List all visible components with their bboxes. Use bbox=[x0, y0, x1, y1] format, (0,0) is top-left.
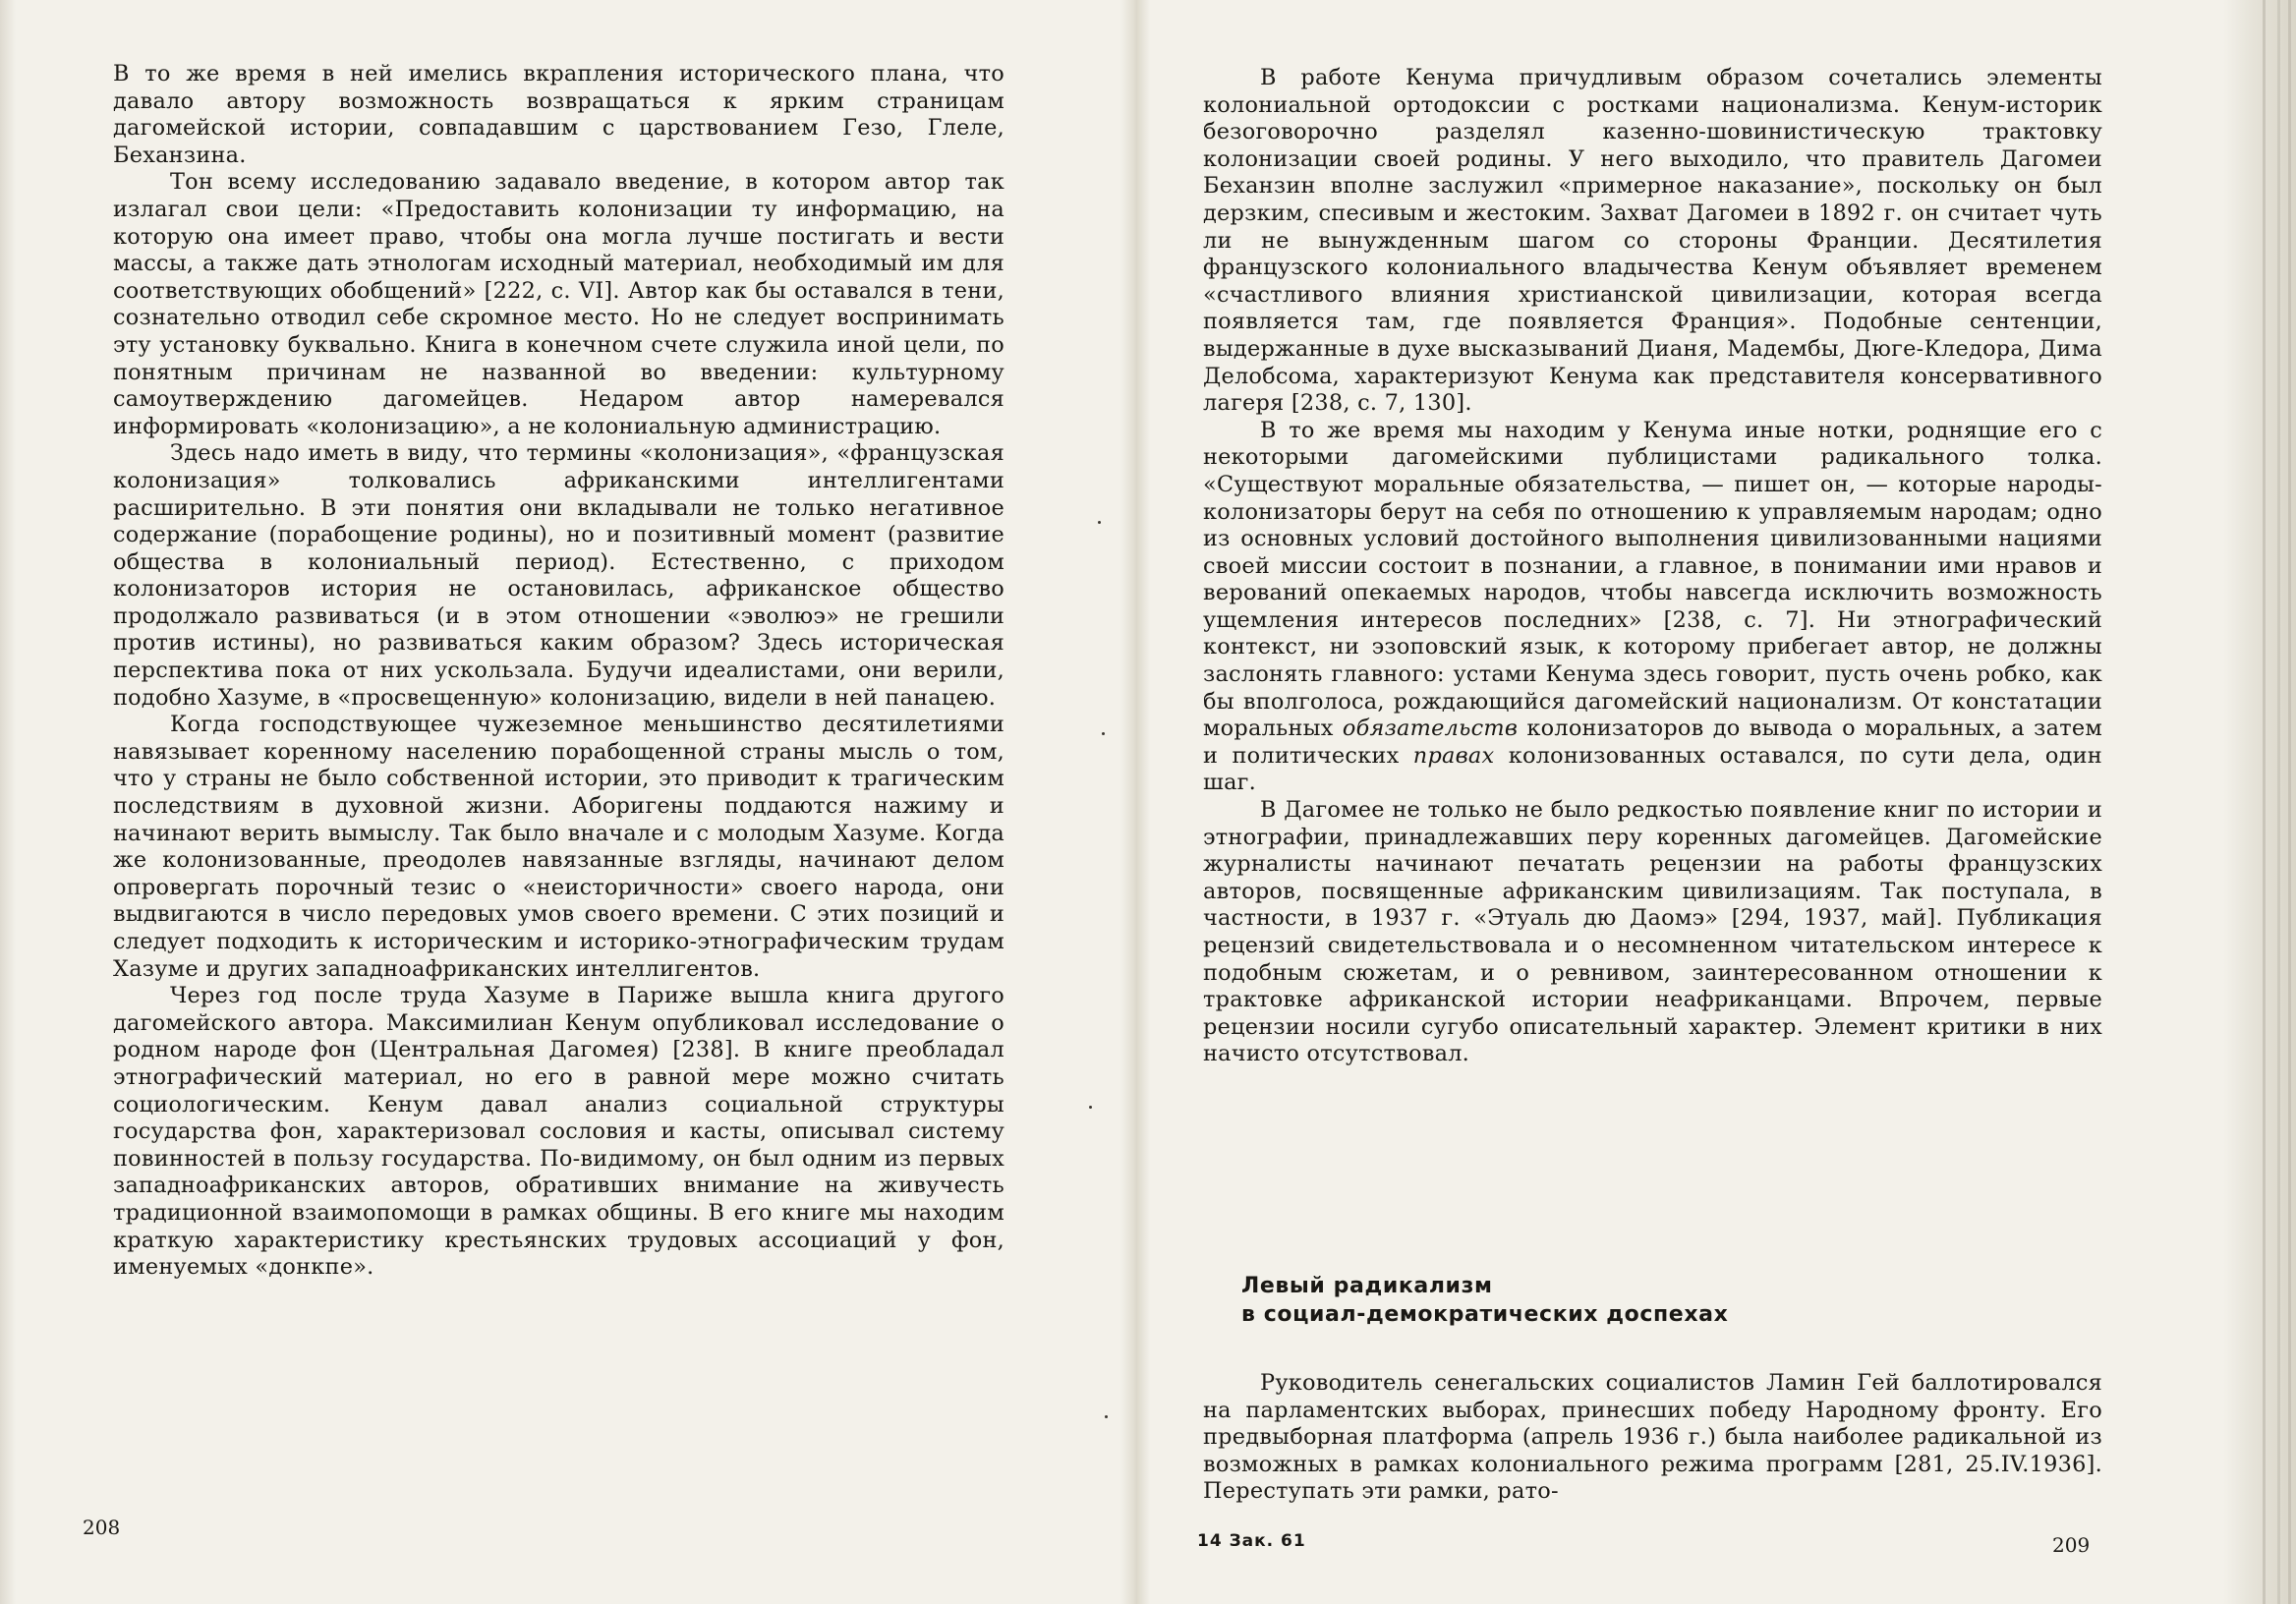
text-run: В то же время мы находим у Кенума иные нотки, роднящие его с некоторыми дагомейскими публицистами радикального толка. «Существуют моральные обязательства, — пишет он, — которые народы-колонизаторы берут на себя по отношению к управляемым народам; одно из основных условий достойного выполнения цивилизованными нациями своей миссии состоит в познании, а главное, в понимании ими нравов и верований опекаемых народов, чтобы навсегда исключить возможность ущемления интересов последних» [238, с. 7]. Ни этнографический контекст, ни эзоповский язык, к которому прибегает автор, не должны заслонять главного: устами Кенума здесь говорит, пусть очень робко, как бы вполголоса, рождающийся дагомейский национализм. От констатации моральных bbox=[1203, 417, 2102, 742]
emphasis: обязательств bbox=[1342, 716, 1519, 742]
heading-line: в социал-демократических доспехах bbox=[1241, 1302, 1729, 1327]
paragraph: В работе Кенума причудливым образом сочетались элементы колониальной ортодоксии с ростками национализма. Кенум-историк безоговорочно разделял казенно-шовинистическую трактовку колонизации своей родины. У него выходило, что правитель Дагомеи Беханзин вполне заслужил «примерное наказание», поскольку он был дерзким, спесивым и жестоким. Захват Дагомеи в 1892 г. он считает чуть ли не вынужденным шагом со стороны Франции. Десятилетия французского колониального владычества Кенум объявляет временем «счастливого влияния христианской цивилизации, которая всегда появляется там, где появляется Франция». Подобные сентенции, выдержанные в духе высказываний Дианя, Мадембы, Дюге-Кледора, Дима Делобсома, характеризуют Кенума как представителя консервативного лагеря [238, с. 7, 130]. bbox=[1203, 65, 2102, 417]
text-run: колонизованных оставался, по сути дела, один шаг. bbox=[1203, 742, 2102, 796]
paragraph: В Дагомее не только не было редкостью появление книг по истории и этнографии, принадлежавших перу коренных дагомейцев. Дагомейские журналисты начинают печатать рецензии на работы французских авторов, посвященные африканским цивилизациям. Так поступала, в частности, в 1937 г. «Этуаль дю Даомэ» [294, 1937, май]. Публикация рецензий свидетельствовала и о несомненном читательском интересе к подобным сюжетам, и о ревнивом, заинтересованном отношении к трактовке африканской истории неафриканцами. Впрочем, первые рецензии носили сугубо описательный характер. Элемент критики в них начисто отсутствовал. bbox=[1203, 797, 2102, 1067]
page-edge-shadow bbox=[0, 0, 16, 1604]
print-speck bbox=[1102, 732, 1105, 735]
paragraph: В то же время в ней имелись вкрапления исторического плана, что давало автору возможность возвращаться к ярким страницам дагомейской истории, совпадавшим с царствованием Гезо, Глеле, Беханзина. bbox=[113, 61, 1004, 168]
paragraph bbox=[1203, 418, 2102, 797]
paragraph: Через год после труда Хазуме в Париже вышла книга другого дагомейского автора. Максимилиан Кенум опубликовал исследование о родном народе фон (Центральная Дагомея) [238]. В книге преобладал этнографический материал, но его в равной мере можно считать социологическим. Кенум давал анализ социальной структуры государства фон, характеризовал сословия и касты, описывал систему повинностей в пользу государства. По-видимому, он был одним из первых западноафриканских авторов, обративших внимание на живучесть традиционной взаимопомощи в рамках общины. В его книге мы находим краткую характеристику крестьянских трудовых ассоциаций у фон, именуемых «донкпе». bbox=[113, 983, 1004, 1281]
right-page-text bbox=[1203, 65, 2102, 1068]
printer-signature: 14 Зак. 61 bbox=[1197, 1531, 1306, 1551]
left-page-text bbox=[113, 61, 1004, 1282]
paragraph: Руководитель сенегальских социалистов Ламин Гей баллотировался на парламентских выборах, принесших победу Народному фронту. Его предвыборная платформа (апрель 1936 г.) была наиболее радикальной из возможных в рамках колониального режима программ [281, 25.IV.1936]. Переступать эти рамки, рато- bbox=[1203, 1370, 2102, 1505]
print-speck bbox=[1105, 1415, 1108, 1418]
left-page bbox=[0, 0, 1135, 1604]
page-number-left: 208 bbox=[83, 1516, 121, 1539]
section-heading bbox=[1241, 1272, 1929, 1329]
section-body bbox=[1203, 1370, 2102, 1506]
paragraph: Тон всему исследованию задавало введение, в котором автор так излагал свои цели: «Предоставить колонизации ту информацию, на которую она имеет право, чтобы она могла лучше постигать и вести массы, а также дать этнологам исходный материал, необходимый им для соответствующих обобщений» [222, с. VI]. Автор как бы оставался в тени, сознательно отводил себе скромное место. Но не следует воспринимать эту установку буквально. Книга в конечном счете служила иной цели, по понятным причинам не названной во введении: культурному самоутверждению дагомейцев. Недаром автор намеревался информировать «колонизацию», а не колониальную администрацию. bbox=[113, 169, 1004, 439]
print-speck bbox=[1098, 521, 1101, 524]
paragraph: Когда господствующее чужеземное меньшинство десятилетиями навязывает коренному населению порабощенной страны мысль о том, что у страны не было собственной истории, это приводит к трагическим последствиям в духовной жизни. Аборигены поддаются нажиму и начинают верить вымыслу. Так было вначале и с молодым Хазуме. Когда же колонизованные, преодолев навязанные взгляды, начинают делом опровергать порочный тезис о «неисторичности» своего народа, они выдвигаются в число передовых умов своего времени. С этих позиций и следует подходить к историческим и историко-этнографическим трудам Хазуме и других западноафриканских интеллигентов. bbox=[113, 712, 1004, 982]
heading-line: Левый радикализм bbox=[1241, 1274, 1493, 1298]
paragraph: Здесь надо иметь в виду, что термины «колонизация», «французская колонизация» толковались африканскими интеллигентами расширительно. В эти понятия они вкладывали не только негативное содержание (порабощение родины), но и позитивный момент (развитие общества в колониальный период). Естественно, с приходом колонизаторов история не остановилась, африканское общество продолжало развиваться (и в этом отношении «эволюэ» не грешили против истины), но развиваться каким образом? Здесь историческая перспектива пока от них ускользала. Будучи идеалистами, они верили, подобно Хазуме, в «просвещенную» колонизацию, видели в ней панацею. bbox=[113, 440, 1004, 711]
print-speck bbox=[1089, 1106, 1092, 1109]
page-stack-edge bbox=[2223, 0, 2296, 1604]
emphasis: правах bbox=[1412, 742, 1495, 769]
book-gutter bbox=[1120, 0, 1150, 1604]
page-number-right: 209 bbox=[2052, 1533, 2091, 1557]
text-run: колонизаторов до вывода о моральных, а затем и политических bbox=[1203, 716, 2102, 769]
